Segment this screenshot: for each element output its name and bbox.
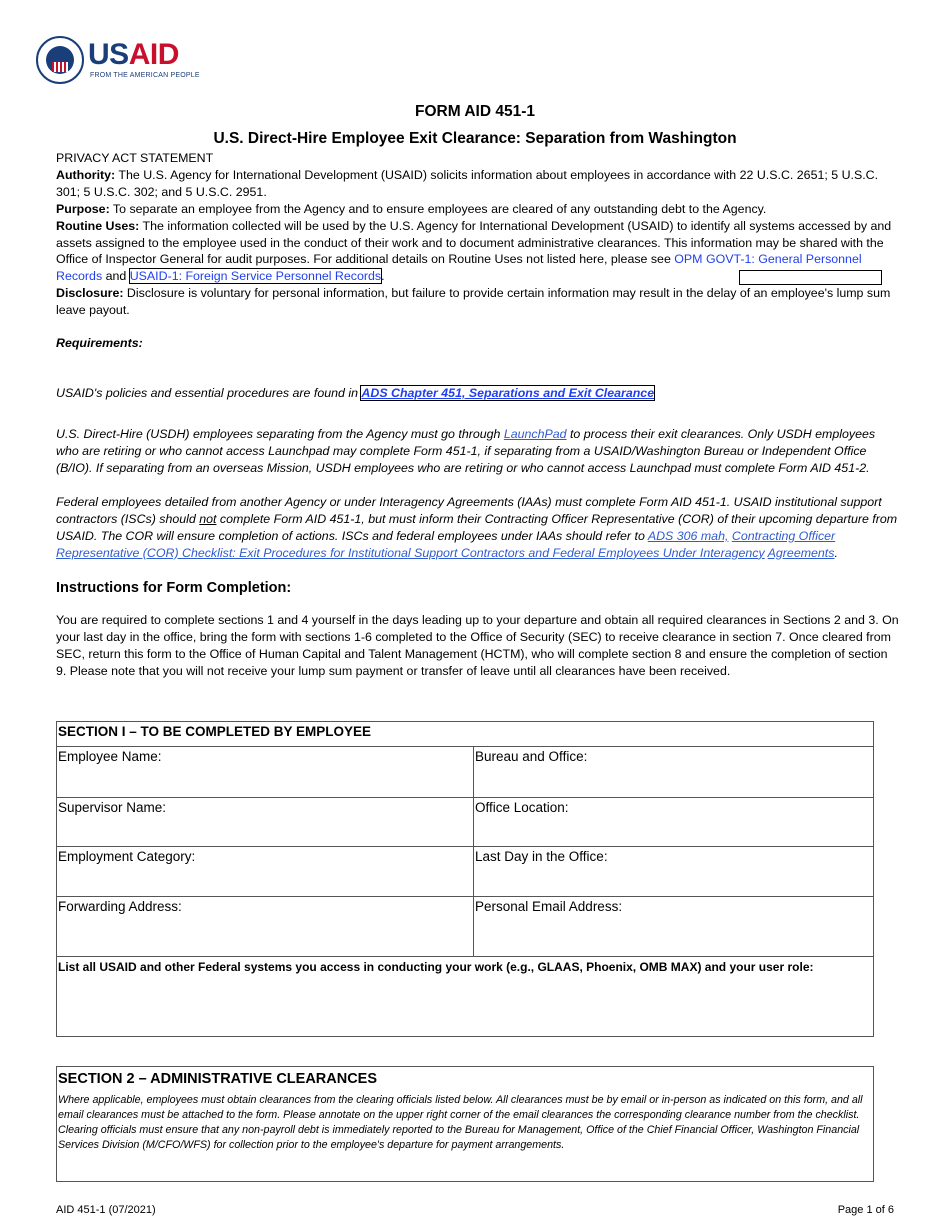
federal-employees-paragraph: Federal employees detailed from another Agency or under Interagency Agreements (IAAs) must complete Form AID 451-1. USAID institutional support contractors (ISCs) should not complete Form AID 451-1, but must inform their Contracting Officer Representative (COR) of their upcoming departure from USAID. The COR will ensure completion of actions. ISCs and federal employees under IAAs should refer to ADS 306 mah, Contracting Officer Representative (COR) Checklist: Exit Procedures for Institutional Support Contractors and Federal Employees Under Interagency Agreements. [56, 495, 898, 560]
form-number: FORM AID 451-1 [414, 103, 535, 120]
personal-email-field[interactable]: Personal Email Address: [474, 897, 874, 957]
privacy-act-statement [56, 150, 901, 319]
bureau-office-field[interactable]: Bureau and Office: [474, 747, 874, 798]
disclosure-paragraph: Disclosure: Disclosure is voluntary for personal information, but failure to provide certain information may result in the delay of an employee's lump sum leave payout. [56, 286, 891, 318]
cor-checklist-link[interactable]: Contracting Officer Representative (COR) Checklist: Exit Procedures for Institutional Support Contractors and Federal Employees Under Interagency [56, 528, 836, 560]
section2-box [56, 1066, 874, 1182]
empty-form-box [739, 270, 882, 285]
usdh-paragraph: U.S. Direct-Hire (USDH) employees separating from the Agency must go through LaunchPad to process their exit clearances. Only USDH employees who are retiring or who cannot access Launchpad may complete Form 451-1, if separating from a USAID/Washington Bureau or Independent Office (B/IO). If separating from an overseas Mission, USDH employees who are retiring or who cannot access Launchpad must complete Form AID 451-2. [56, 427, 876, 475]
section1-table [56, 721, 874, 1037]
systems-access-field[interactable]: List all USAID and other Federal systems you access in conducting your work (e.g., GLAAS, Phoenix, OMB MAX) and your user role: [57, 957, 874, 1037]
requirements-heading: Requirements: [56, 336, 143, 350]
authority-paragraph: Authority: The U.S. Agency for International Development (USAID) solicits information about employees in accordance with 22 U.S.C. 2651; 5 U.S.C. 301; 5 U.S.C. 302; and 5 U.S.C. 2951. [56, 167, 879, 199]
logo-tagline: FROM THE AMERICAN PEOPLE [90, 72, 200, 79]
employee-name-field[interactable]: Employee Name: [57, 747, 474, 798]
footer-page-number: Page 1 of 6 [837, 1204, 894, 1216]
form-title: U.S. Direct-Hire Employee Exit Clearance: Separation from Washington [213, 130, 737, 147]
office-location-field[interactable]: Office Location: [474, 798, 874, 847]
privacy-heading: PRIVACY ACT STATEMENT [56, 151, 214, 165]
footer-form-id: AID 451-1 (07/2021) [56, 1204, 156, 1216]
purpose-paragraph: Purpose: To separate an employee from the Agency and to ensure employees are cleared of any outstanding debt to the Agency. [56, 201, 767, 216]
agreements-link[interactable]: Agreements [767, 545, 835, 560]
usaid-logo [36, 36, 206, 88]
routine-uses-paragraph: Routine Uses: The information collected will be used by the U.S. Agency for International Development (USAID) to identify all systems accessed by and assets assigned to the employee used in the conduct of their work and to document administrative clearances. This information may be shared with the Office of Inspector General for audit purposes. For additional details on Routine Uses not listed here, please see OPM GOVT-1: General Personnel Records and USAID-1: Foreign Service Personnel Records. [56, 218, 892, 284]
employment-category-field[interactable]: Employment Category: [57, 847, 474, 897]
forwarding-address-field[interactable]: Forwarding Address: [57, 897, 474, 957]
launchpad-link[interactable]: LaunchPad [503, 427, 567, 441]
ads-306-link[interactable]: ADS 306 mah, [647, 528, 729, 543]
section2-instructions: Where applicable, employees must obtain clearances from the clearing officials listed below. All clearances must be by email or in-person as indicated on this form, and all email clearances must be attached to the form. Please annotate on the upper right corner of the email clearances the corresponding clearance number from the checklist. Clearing officials must ensure that any non-payroll debt is immediately reported to the Bureau for Management, Office of the Chief Financial Officer, Washington Financial Services Division (M/CFO/WFS) for collection prior to the employee's departure for payment arrangements. [58, 1094, 863, 1151]
last-day-field[interactable]: Last Day in the Office: [474, 847, 874, 897]
section2-heading: SECTION 2 – ADMINISTRATIVE CLEARANCES [58, 1071, 378, 1087]
instructions-heading: Instructions for Form Completion: [56, 580, 292, 596]
opm-govt1-link[interactable]: OPM GOVT-1: General Personnel Records [56, 252, 862, 284]
usaid1-records-link[interactable]: USAID-1: Foreign Service Personnel Records [129, 269, 382, 284]
logo-wordmark: USAID [88, 38, 179, 71]
usaid-seal-icon [36, 36, 84, 84]
section1-heading: SECTION I – TO BE COMPLETED BY EMPLOYEE [57, 722, 874, 747]
supervisor-name-field[interactable]: Supervisor Name: [57, 798, 474, 847]
ads-chapter-451-link[interactable]: ADS Chapter 451, Separations and Exit Clearance [361, 386, 655, 400]
instructions-text: You are required to complete sections 1 and 4 yourself in the days leading up to your departure and obtain all required clearances in Sections 2 and 3. On your last day in the office, bring the form with sections 1-6 completed to the Office of Security (SEC) to receive clearance in section 7. Once cleared from SEC, return this form to the Office of Human Capital and Talent Management (HCTM), who will complete section 8 and ensure the completion of section 9. Please note that you will not receive your lump sum payment or transfer of leave until all clearances have been received. [56, 613, 899, 678]
ads-reference: USAID's policies and essential procedures are found in ADS Chapter 451, Separations and Exit Clearance [56, 386, 655, 400]
